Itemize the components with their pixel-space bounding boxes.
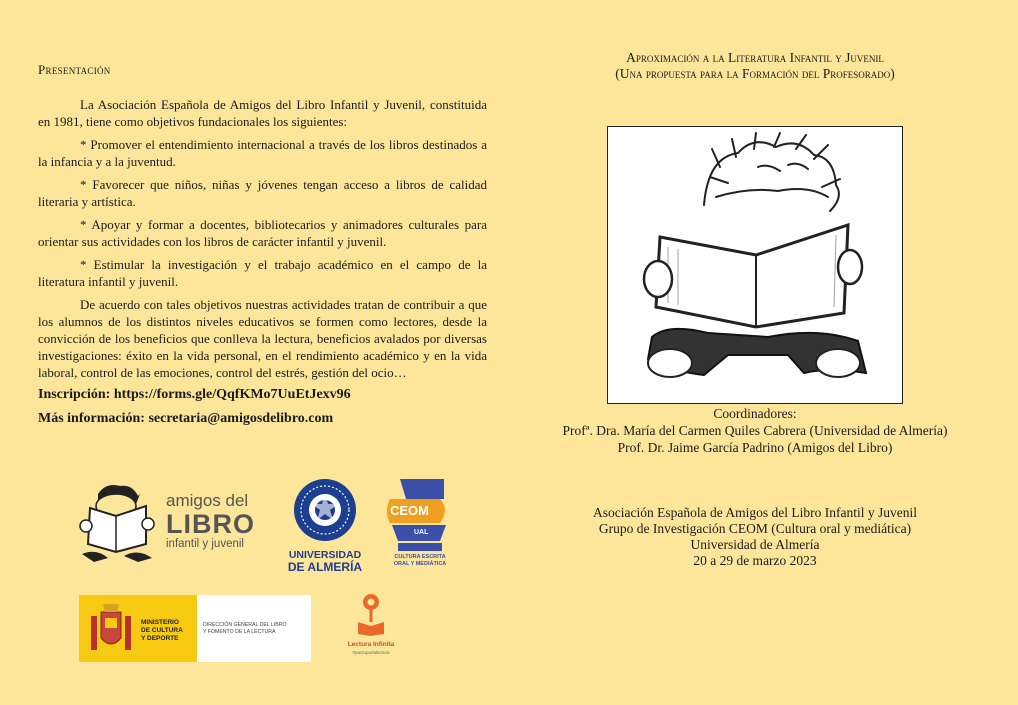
ministry-line3: Y DEPORTE: [141, 635, 179, 642]
paragraph-objective-4: * Estimular la investigación y el trabajo académico en el campo de la literatura infantil y juvenil.: [38, 257, 487, 289]
ceom-sub1: CULTURA ESCRITA: [394, 554, 446, 560]
lectura-infinita-logo: [336, 592, 406, 660]
paragraph-activities: De acuerdo con tales objetivos nuestras actividades tratan de contribuir a que los alumnos de los distintos niveles educativos se formen como lectores, desde la convicción de los beneficios que conlleva la lectura, beneficios avalados por diversas investigaciones: éxito en la vida personal, en el rendimiento académico y en la vida laboral, control de las emociones, control del estrés, gestión del ocio…: [38, 297, 487, 380]
info-label: Más información:: [38, 411, 145, 426]
organizers-block: [520, 505, 990, 569]
organizer-1: Asociación Española de Amigos del Libro Infantil y Juvenil: [593, 505, 917, 520]
amigos-logo-line3: infantil y juvenil: [166, 538, 244, 550]
coordinators-block: [520, 405, 990, 456]
ual-logo-line2: DE ALMERÍA: [287, 560, 363, 574]
organizer-2: Grupo de Investigación CEOM (Cultura oral y mediática): [598, 521, 912, 536]
universidad-almeria-logo: [280, 477, 370, 574]
ministry-line1: MINISTERIO: [141, 619, 179, 626]
title-line2: (Una propuesta para la Formación del Profesorado): [615, 66, 895, 81]
coordinators-label: Coordinadores:: [713, 406, 797, 421]
coordinator-1: Profª. Dra. María del Carmen Quiles Cabrera (Universidad de Almería): [562, 423, 948, 438]
presentation-section: [38, 62, 487, 435]
section-heading: Presentación: [38, 62, 111, 77]
paragraph-objective-3: * Apoyar y formar a docentes, bibliotecarios y animadores culturales para orientar sus actividades con los libros de carácter infantil y juvenil.: [38, 217, 487, 249]
amigos-logo-line2: LIBRO: [166, 509, 255, 539]
paragraph-intro: La Asociación Española de Amigos del Libro Infantil y Juvenil, constituida en 1981, tiene como objetivos fundacionales los siguientes:: [38, 97, 487, 129]
lectura-line1: Lectura Infinita: [347, 641, 395, 648]
ceom-sub2: ORAL Y MEDIÁTICA: [393, 560, 447, 567]
inscription-label: Inscripción:: [38, 387, 111, 402]
amigos-logo-line1: amigos del: [166, 491, 249, 510]
inscription-line: [38, 387, 487, 403]
event-dates: 20 a 29 de marzo 2023: [693, 553, 817, 568]
reading-child-icon: [76, 480, 156, 565]
ual-logo-line1: UNIVERSIDAD: [288, 549, 362, 561]
info-line: [38, 411, 487, 427]
child-reading-book-icon: [608, 127, 902, 403]
coordinator-2: Prof. Dr. Jaime García Padrino (Amigos del Libro): [617, 440, 893, 455]
dg-line1: DIRECCIÓN GENERAL DEL LIBRO: [203, 622, 287, 628]
university-seal-icon: [280, 477, 370, 543]
ministerio-cultura-logo: [79, 595, 311, 662]
ministry-line2: DE CULTURA: [141, 627, 183, 634]
paragraph-objective-1: * Promover el entendimiento internacional a través de los libros destinados a la infancia y a la juventud.: [38, 137, 487, 169]
ceom-logo: [384, 477, 454, 572]
reading-child-illustration: [607, 126, 903, 404]
coat-of-arms-icon: [87, 600, 135, 658]
dg-line2: Y FOMENTO DE LA LECTURA: [203, 629, 276, 635]
organizer-3: Universidad de Almería: [690, 537, 820, 552]
ceom-label: CEOM: [390, 503, 429, 518]
amigos-del-libro-logo: [76, 480, 256, 565]
lectura-line2: #pactoporlalectura: [352, 650, 390, 655]
paragraph-objective-2: * Favorecer que niños, niñas y jóvenes tengan acceso a libros de calidad literaria y artística.: [38, 177, 487, 209]
course-title: [520, 50, 990, 82]
title-line1: Aproximación a la Literatura Infantil y Juvenil: [626, 50, 884, 65]
ceom-ual: UAL: [414, 529, 429, 536]
inscription-link[interactable]: https://forms.gle/QqfKMo7UuEtJexv96: [113, 387, 351, 402]
lectura-flower-icon: [354, 592, 388, 636]
info-email-link[interactable]: secretaria@amigosdelibro.com: [148, 411, 334, 426]
